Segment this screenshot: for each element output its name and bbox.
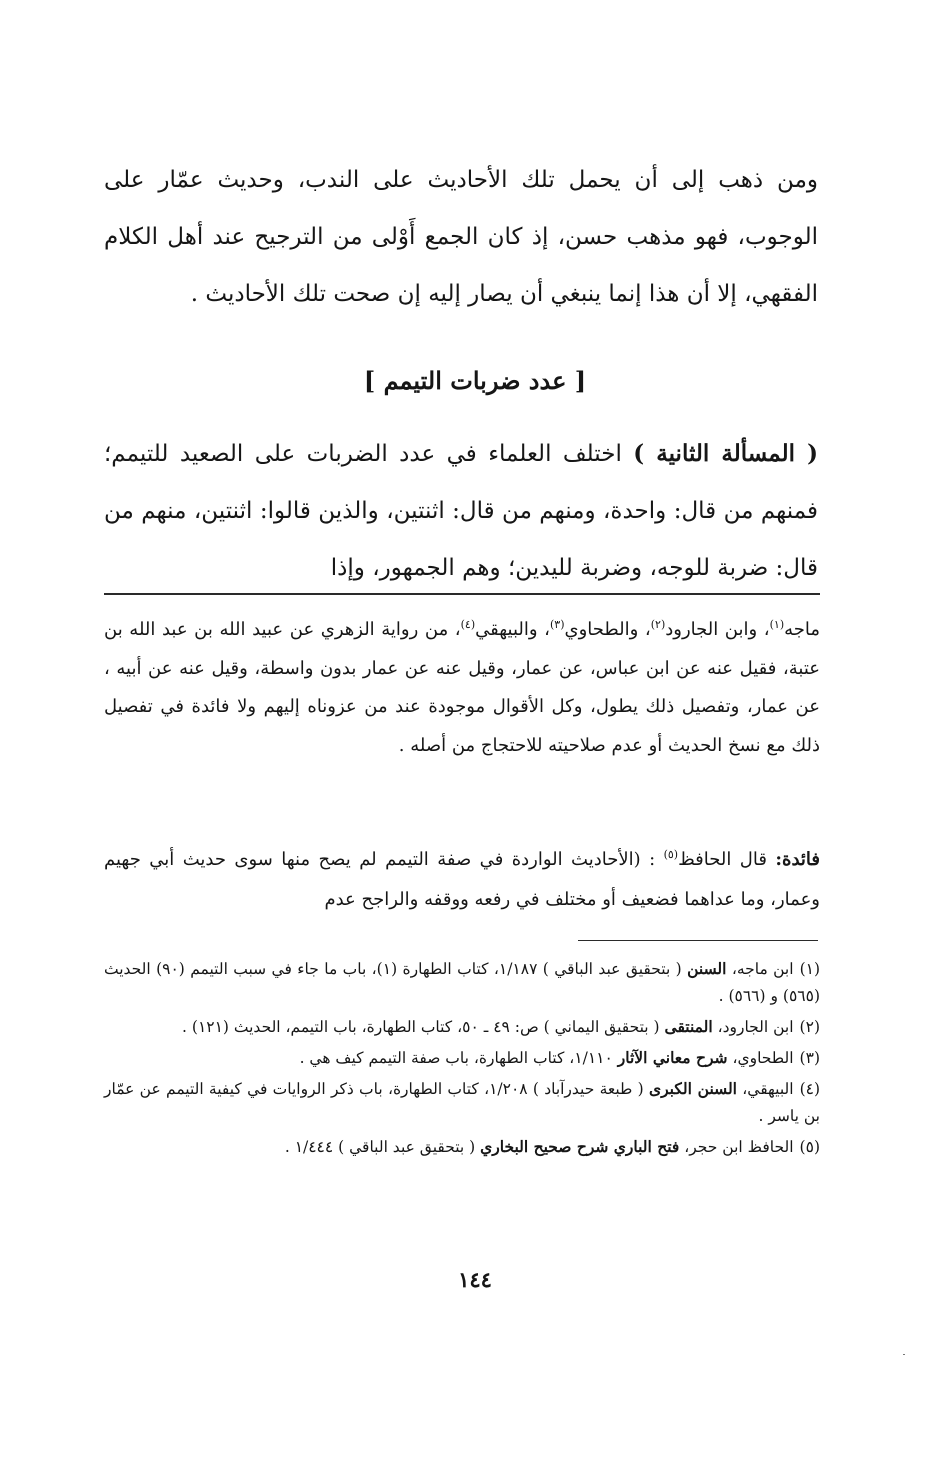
footnote-number: (١) [799, 960, 821, 978]
paragraph-text: ومن ذهب إلى أن يحمل تلك الأحاديث على الندب، وحديث عمّار على الوجوب، فهو مذهب حسن، إذ كان الجمع أَوْلى من الترجيح عند أهل الكلام الفقهي، إلا أن هذا إنما ينبغي أن يصار إليه إن صحت تلك الأحاديث . [104, 167, 818, 307]
footnote-details: ( بتحقيق اليماني ) ص: ٤٩ ـ ٥٠، كتاب الطهارة، باب التيمم، الحديث (١٢١) . [182, 1018, 665, 1036]
footnote-4 [104, 1075, 820, 1130]
footnote-3 [104, 1044, 820, 1072]
text-run: ماجه [784, 619, 821, 640]
footnote-details: ( بتحقيق عبد الباقي ) ١/١٨٧، كتاب الطهارة (١)، باب ما جاء في سبب التيمم (٩٠) الحديث (٥٦٥) و (٥٦٦) . [104, 960, 820, 1005]
scan-speck [903, 1354, 905, 1355]
body-paragraph-2 [104, 425, 818, 597]
text-run: ، من رواية الزهري عن عبيد الله بن عبد الله بن عتبة، فقيل عنه عن ابن عباس، عن عمار، وقيل عنه عن عمار بدون واسطة، وقيل عنه عن أبيه ، عن عمار، وتفصيل ذلك يطول، وكل الأقوال موجودة عند من عزوناه إليهم ولا فائدة في تفصيل ذلك مع نسخ الحديث أو عدم صلاحيته للاحتجاج من أصله . [104, 619, 820, 756]
text-run: قال الحافظ [678, 849, 776, 870]
footnotes-list [104, 955, 820, 1164]
issue-lead: ( المسألة الثانية ) [633, 440, 818, 467]
footnote-title: فتح الباري شرح صحيح البخاري [480, 1137, 680, 1156]
footnote-title: المنتقى [664, 1017, 713, 1036]
previous-footnote-continuation [104, 611, 820, 765]
paragraph-text [104, 425, 818, 597]
footnote-5 [104, 1133, 820, 1161]
footnote-ref: (٥) [663, 848, 679, 861]
faida-lead: فائدة: [775, 849, 820, 870]
footnote-2 [104, 1013, 820, 1041]
body-paragraph-1 [104, 152, 818, 323]
footnote-title: السنن الكبرى [648, 1079, 737, 1098]
text-run: ، والبيهقي [475, 619, 550, 640]
footnote-ref: (١) [769, 618, 785, 631]
footnote-ref: (٢) [650, 618, 666, 631]
text-run: ، والطحاوي [564, 619, 651, 640]
faida-note [104, 840, 820, 920]
footnote-number: (٣) [799, 1049, 820, 1067]
footnote-author: ابن الجارود، [712, 1018, 794, 1036]
page-number: ١٤٤ [458, 1267, 492, 1292]
footnote-details: ( طبعة حيدرآباد ) ١/٢٠٨، كتاب الطهارة، باب ذكر الروايات في كيفية التيمم عن عمّار بن ياسر . [104, 1080, 820, 1125]
footnote-author: الحافظ ابن حجر، [679, 1138, 794, 1156]
footnote-author: البيهقي، [737, 1080, 794, 1098]
footnote-number: (٢) [799, 1018, 820, 1036]
text-run: : (الأحاديث الواردة في صفة التيمم لم يصح منها سوى حديث أبي جهيم وعمار، وما عداهما فضعيف أو مختلف في رفعه ووقفه والراجح عدم [104, 849, 820, 910]
faida-text [104, 840, 820, 920]
footnote-ref: (٣) [549, 618, 565, 631]
footnote-number: (٥) [799, 1138, 820, 1156]
footnote-ref: (٤) [460, 618, 476, 631]
footnote-author: الطحاوي، [727, 1049, 794, 1067]
section-heading: [ عدد ضربات التيمم ] [363, 366, 587, 395]
footnote-title: السنن [687, 959, 727, 978]
footnote-rule [578, 940, 818, 941]
issue-text: اختلف العلماء في عدد الضربات على الصعيد للتيمم؛ فمنهم من قال: واحدة، ومنهم من قال: اثنتين، والذين قالوا: اثنتين، منهم من قال: ضربة للوجه، وضربة لليدين؛ وهم الجمهور، وإذا [104, 441, 818, 581]
footnote-number: (٤) [799, 1080, 821, 1098]
footnote-details: ( بتحقيق عبد الباقي ) ١/٤٤٤ . [284, 1138, 481, 1156]
footnote-1 [104, 955, 820, 1010]
footnote-author: ابن ماجه، [726, 960, 794, 978]
footnote-separator [104, 593, 820, 595]
text-run: ، وابن الجارود [665, 619, 770, 640]
continuation-text [104, 611, 820, 765]
footnote-details: ١/١١٠، كتاب الطهارة، باب صفة التيمم كيف هي . [299, 1049, 618, 1067]
footnote-title: شرح معاني الآثار [617, 1048, 728, 1067]
